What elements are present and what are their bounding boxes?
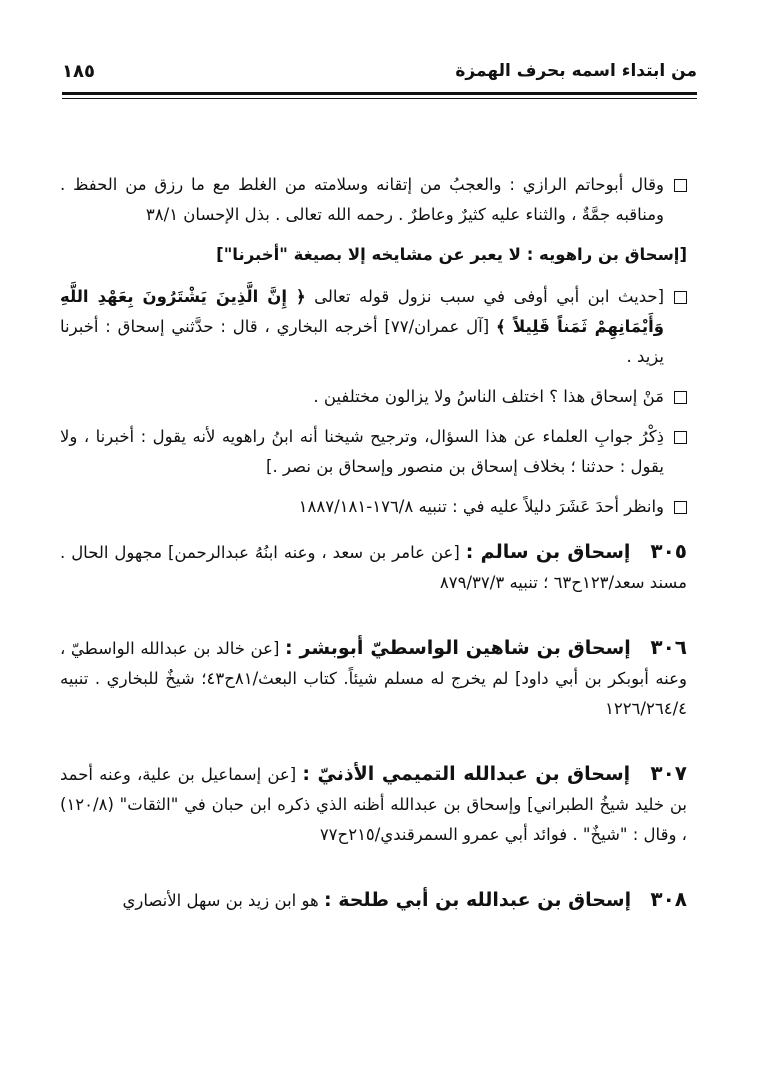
entry-number: ٣٠٦ bbox=[650, 635, 688, 659]
note-text: وقال أبوحاتم الرازي : والعجبُ من إتقانه وسلامته من الغلط مع ما رزق من الحفظ . ومناقبه جمَّةٌ ، والثناء عليه كثيرٌ وعاطرٌ . رحمه الله تعالى . بذل الإحسان ٣٨/١ bbox=[60, 175, 664, 224]
note-who-is-ishaq bbox=[60, 382, 687, 412]
note-abu-hatim bbox=[60, 170, 687, 230]
entry-number: ٣٠٥ bbox=[650, 539, 687, 563]
note-hadith bbox=[60, 282, 687, 372]
note-text: مَنْ إسحاق هذا ؟ اختلف الناسُ ولا يزالون مختلفين . bbox=[313, 387, 664, 406]
note-text: وانظر أحدَ عَشَرَ دليلاً عليه في : تنبيه ١٧٦/٨-١٨٨٧/١٨١ bbox=[298, 497, 664, 516]
entry-name: إسحاق بن عبدالله التميمي الأذنيّ : bbox=[302, 763, 631, 785]
header-rule-thin bbox=[62, 98, 697, 99]
square-bullet-icon bbox=[674, 431, 687, 444]
entry-name: إسحاق بن سالم : bbox=[465, 541, 631, 563]
running-title: من ابتداء اسمه بحرف الهمزة bbox=[455, 61, 697, 81]
note-text: ذِكْرُ جوابِ العلماء عن هذا السؤال، وترجيح شيخنا أنه ابنُ راهويه لأنه يقول : أخبرنا ، ولا يقول : حدثنا ؛ بخلاف إسحاق بن منصور وإسحاق بن نصر .] bbox=[60, 427, 664, 476]
page-header bbox=[62, 52, 697, 90]
note-text-part-a: [حديث ابن أبي أوفى في سبب نزول قوله تعالى bbox=[314, 287, 664, 306]
note-text-part-b: [آل عمران/٧٧] أخرجه البخاري ، قال : حدَّثني إسحاق : أخبرنا يزيد . bbox=[60, 317, 664, 366]
entry-number: ٣٠٧ bbox=[650, 761, 687, 785]
entry-305 bbox=[60, 536, 687, 598]
note-text bbox=[60, 282, 664, 372]
entry-text: هو ابن زيد بن سهل الأنصاري bbox=[122, 891, 319, 910]
page-number: ١٨٥ bbox=[62, 60, 95, 82]
note-see-also bbox=[60, 492, 687, 522]
square-bullet-icon bbox=[674, 291, 687, 304]
page-content bbox=[60, 170, 687, 922]
header-rule-thick bbox=[62, 92, 697, 95]
note-scholars-answer bbox=[60, 422, 687, 482]
entry-name: إسحاق بن شاهين الواسطيّ أبوبشر : bbox=[285, 637, 631, 659]
square-bullet-icon bbox=[674, 391, 687, 404]
entry-text: [عن إسماعيل بن علية، وعنه أحمد بن خليد شيخُ الطبراني] وإسحاق بن عبدالله أظنه الذي ذكره ابن حبان في "الثقات" (١٢٠/٨) ، وقال : "شيخٌ" . فوائد أبي عمرو السمرقندي/٢١٥ح٧٧ bbox=[60, 765, 687, 844]
entry-text: [عن خالد بن عبدالله الواسطيّ ، وعنه أبوبكر بن أبي داود] لم يخرج له مسلم شيئاً. كتاب البعث/٨١ح٤٣؛ شيخٌ للبخاري . تنبيه ١٢٢٦/٢٦٤/٤ bbox=[60, 639, 687, 718]
entry-number: ٣٠٨ bbox=[650, 887, 687, 911]
entry-name: إسحاق بن عبدالله بن أبي طلحة : bbox=[323, 889, 632, 911]
square-bullet-icon bbox=[674, 179, 687, 192]
quran-verse: ﴿ إِنَّ الَّذِينَ يَشْتَرُونَ بِعَهْدِ اللَّهِ وَأَيْمَانِهِمْ ثَمَناً قَلِيلاً ﴾ bbox=[60, 287, 664, 336]
square-bullet-icon bbox=[674, 501, 687, 514]
entry-text: [عن عامر بن سعد ، وعنه ابنُهُ عبدالرحمن] مجهول الحال . مسند سعد/١٢٣ح٦٣ ؛ تنبيه ٨٧٩/٣٧/٣ bbox=[60, 543, 687, 592]
entry-306 bbox=[60, 632, 687, 724]
section-heading: [إسحاق بن راهويه : لا يعبر عن مشايخه إلا بصيغة "أخبرنا"] bbox=[216, 245, 687, 264]
entry-308 bbox=[60, 884, 687, 916]
entry-307 bbox=[60, 758, 687, 850]
